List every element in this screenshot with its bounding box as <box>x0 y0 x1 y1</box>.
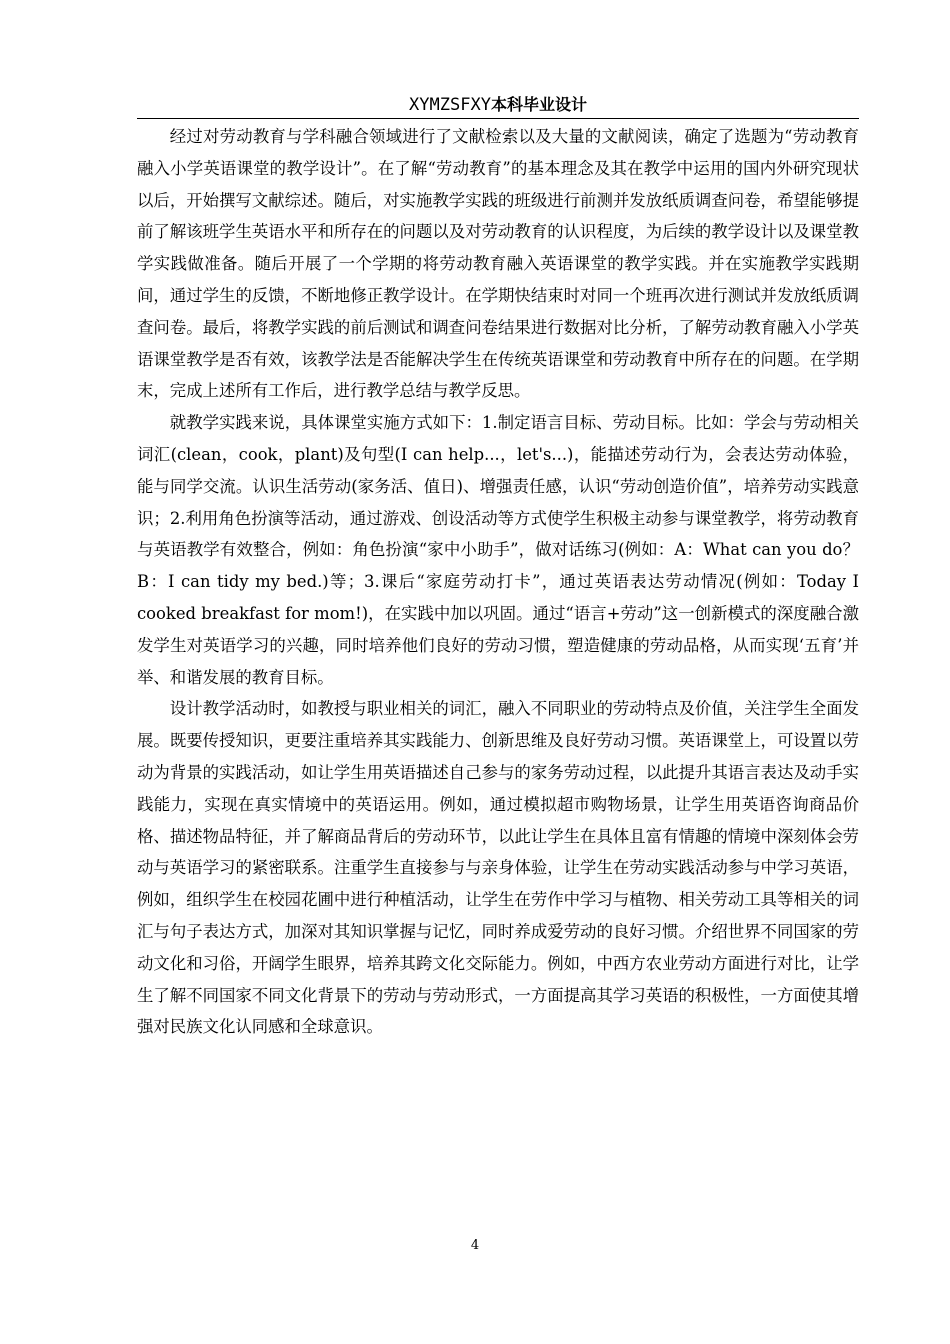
paragraph-activity-design: 设计教学活动时，如教授与职业相关的词汇，融入不同职业的劳动特点及价值，关注学生全面发展。既要传授知识，更要注重培养其实践能力、创新思维及良好劳动习惯。英语课堂上，可设置以劳动为背景的实践活动，如让学生用英语描述自己参与的家务劳动过程，以此提升其语言表达及动手实践能力，实现在真实情境中的英语运用。例如，通过模拟超市购物场景，让学生用英语咨询商品价格、描述物品特征，并了解商品背后的劳动环节，以此让学生在具体且富有情趣的情境中深刻体会劳动与英语学习的紧密联系。注重学生直接参与与亲身体验，让学生在劳动实践活动参与中学习英语，例如，组织学生在校园花圃中进行种植活动，让学生在劳作中学习与植物、相关劳动工具等相关的词汇与句子表达方式，加深对其知识掌握与记忆，同时养成爱劳动的良好习惯。介绍世界不同国家的劳动文化和习俗，开阔学生眼界，培养其跨文化交际能力。例如，中西方农业劳动方面进行对比，让学生了解不同国家不同文化背景下的劳动与劳动形式，一方面提高其学习英语的积极性，一方面使其增强对民族文化认同感和全球意识。 <box>137 699 859 1037</box>
page-number: 4 <box>470 1238 480 1253</box>
header-code: XYMZSFXY <box>409 95 491 115</box>
header-title: 本科毕业设计 <box>490 95 587 114</box>
body-text <box>137 121 859 1043</box>
paragraph-classroom-implementation: 就教学实践来说，具体课堂实施方式如下：1.制定语言目标、劳动目标。比如：学会与劳动相关词汇(clean，cook，plant)及句型(I can help...，let's...)，能描述劳动行为，会表达劳动体验，能与同学交流。认识生活劳动(家务活、值日)、增强责任感，认识“劳动创造价值”，培养劳动实践意识；2.利用角色扮演等活动，通过游戏、创设活动等方式使学生积极主动参与课堂教学，将劳动教育与英语教学有效整合，例如：角色扮演“家中小助手”，做对话练习(例如：A：What can you do？B：I can tidy my bed.)等；3.课后“家庭劳动打卡”，通过英语表达劳动情况(例如：Today I cooked breakfast for mom!)，在实践中加以巩固。通过“语言+劳动”这一创新模式的深度融合激发学生对英语学习的兴趣，同时培养他们良好的劳动习惯，塑造健康的劳动品格，从而实现‘五育’并举、和谐发展的教育目标。 <box>137 413 859 687</box>
paragraph-literature-review: 经过对劳动教育与学科融合领域进行了文献检索以及大量的文献阅读，确定了选题为“劳动教育融入小学英语课堂的教学设计”。在了解“劳动教育”的基本理念及其在教学中运用的国内外研究现状以后，开始撰写文献综述。随后，对实施教学实践的班级进行前测并发放纸质调查问卷，希望能够提前了解该班学生英语水平和所存在的问题以及对劳动教育的认识程度，为后续的教学设计以及课堂教学实践做准备。随后开展了一个学期的将劳动教育融入英语课堂的教学实践。并在实施教学实践期间，通过学生的反馈，不断地修正教学设计。在学期快结束时对同一个班再次进行测试并发放纸质调查问卷。最后，将教学实践的前后测试和调查问卷结果进行数据对比分析，了解劳动教育融入小学英语课堂教学是否有效，该教学法是否能解决学生在传统英语课堂和劳动教育中所存在的问题。在学期末，完成上述所有工作后，进行教学总结与教学反思。 <box>137 127 859 401</box>
page-header <box>137 92 859 119</box>
